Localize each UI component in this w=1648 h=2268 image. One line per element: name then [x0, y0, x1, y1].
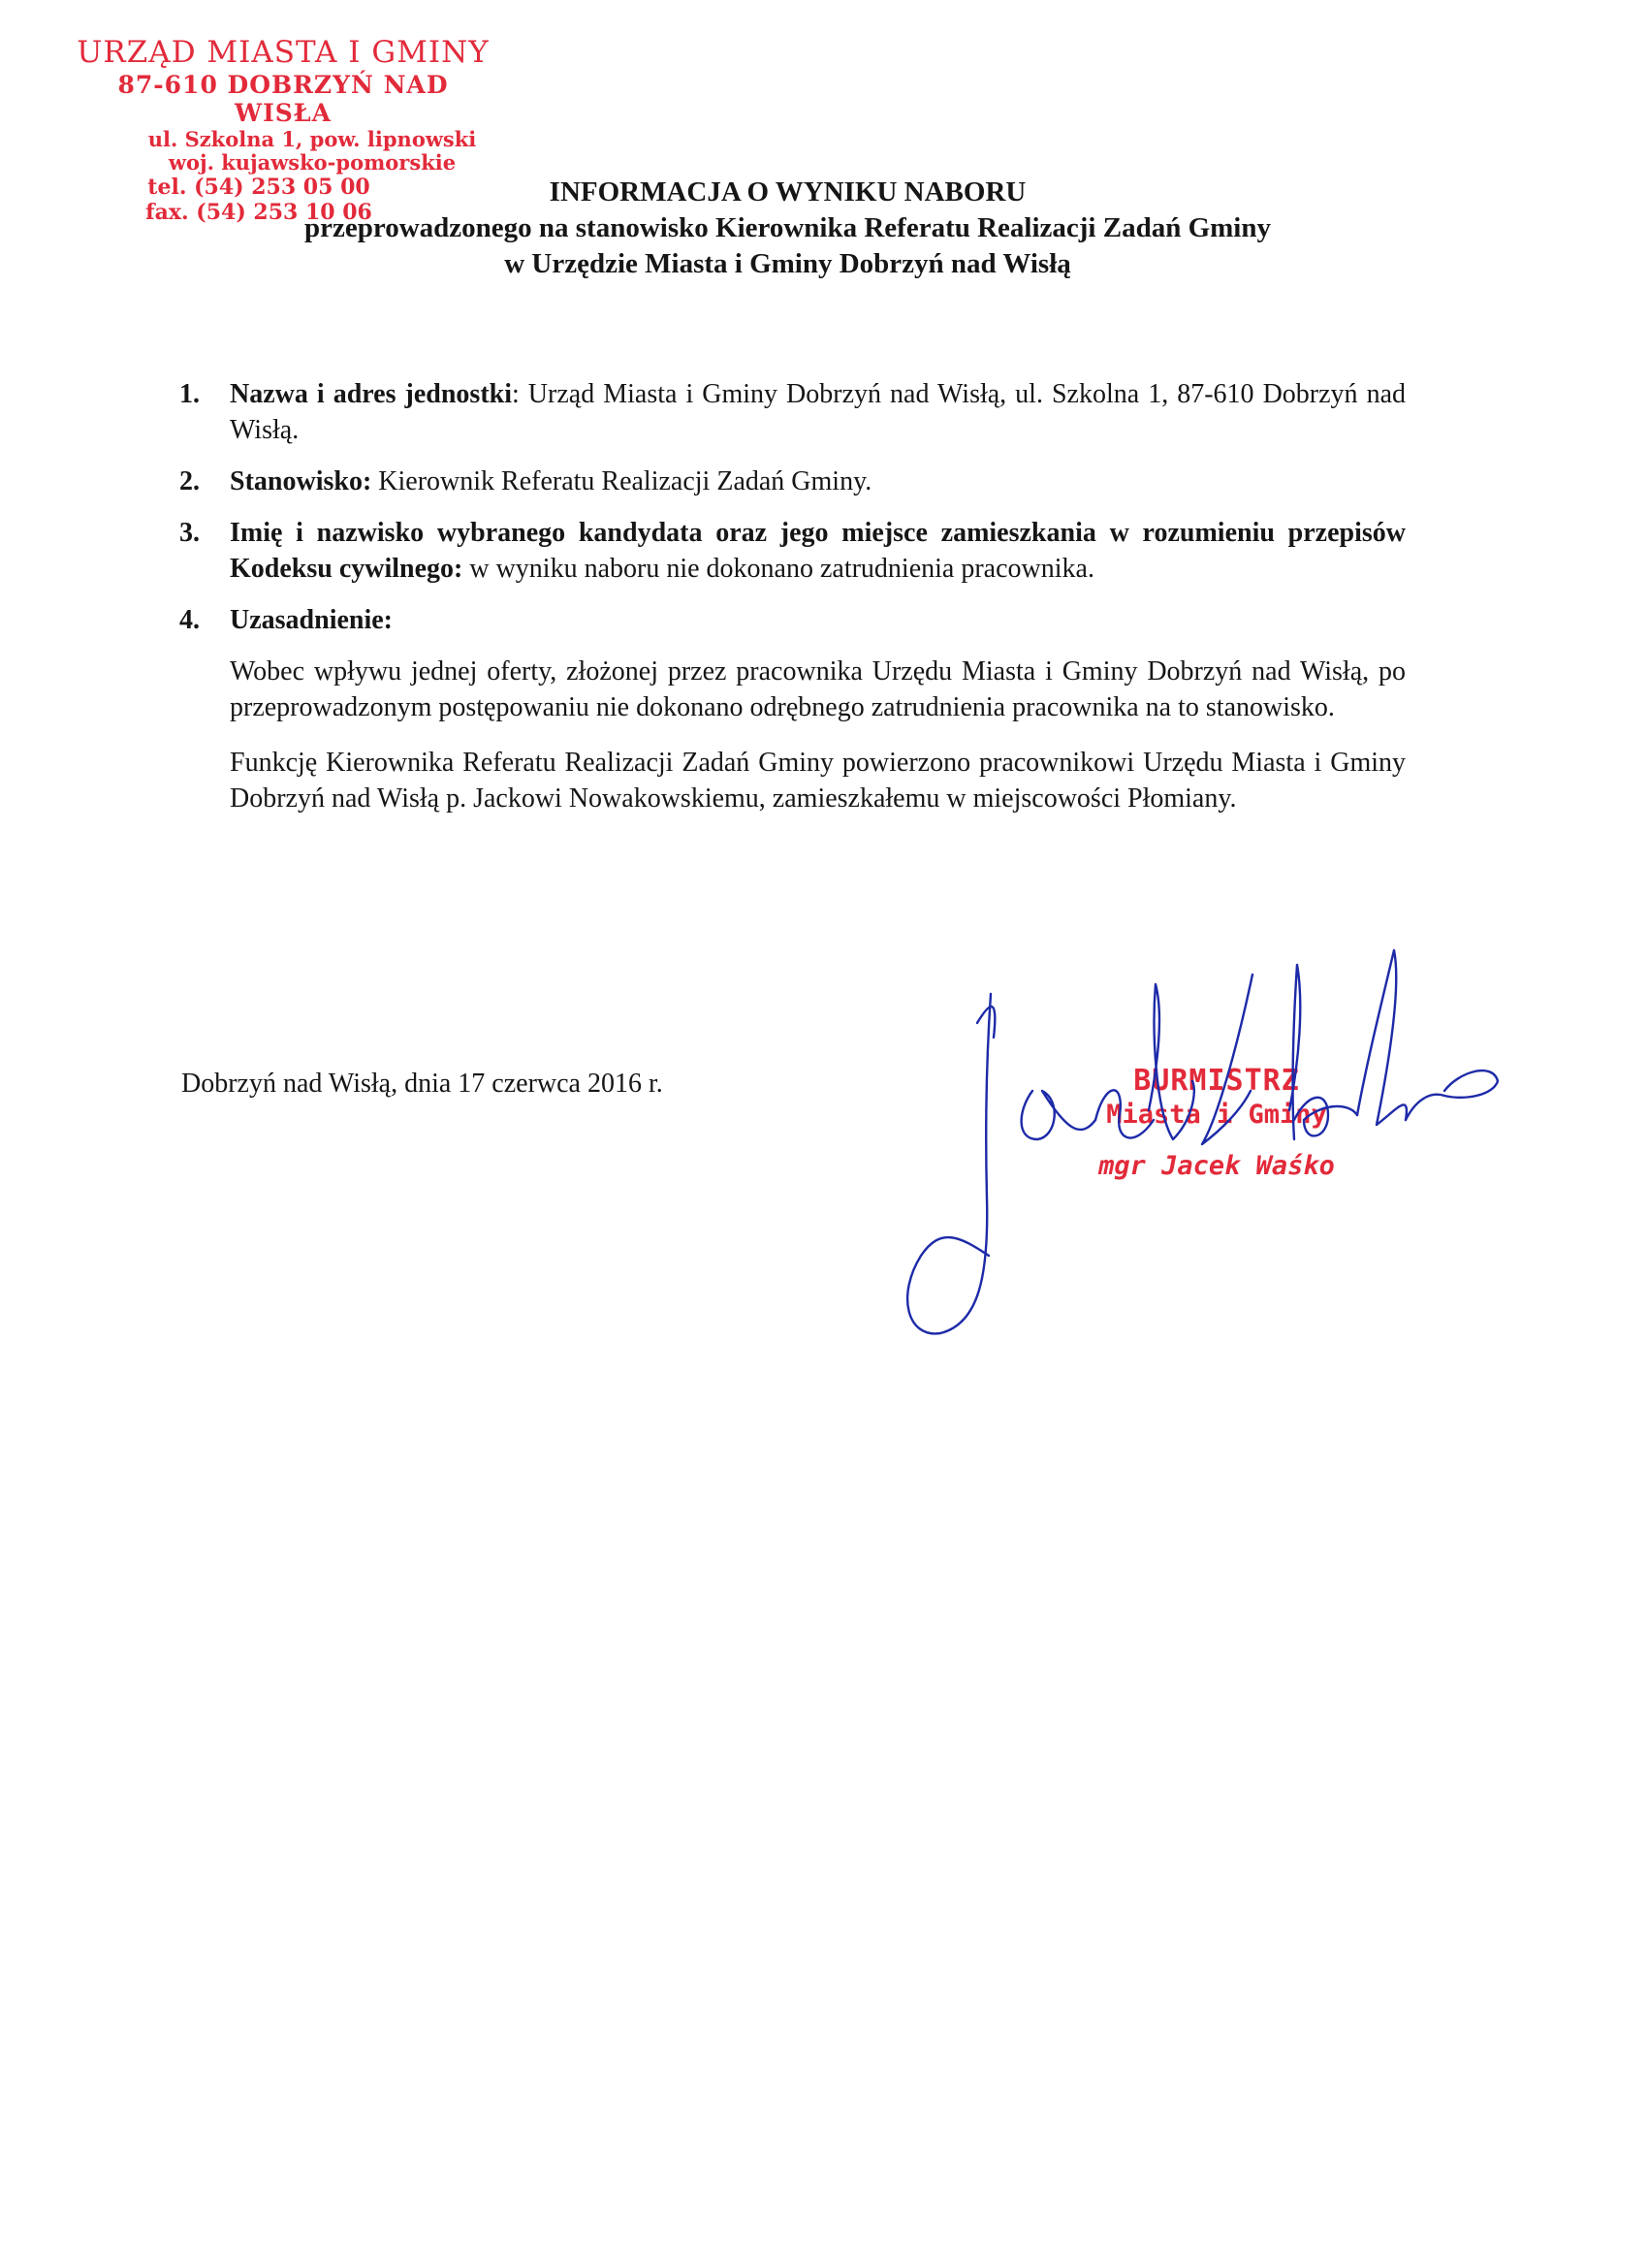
- section-justification: [179, 603, 1406, 817]
- office-stamp-fax: fax. (54) 253 10 06: [145, 200, 372, 226]
- section-number: 3.: [179, 517, 200, 548]
- section-number: 2.: [179, 465, 200, 496]
- section-number: 1.: [179, 379, 200, 409]
- section-candidate: [179, 516, 1406, 588]
- office-stamp-name: URZĄD MIASTA I GMINY: [77, 35, 490, 70]
- office-stamp-phone: tel. (54) 253 05 00: [147, 175, 370, 201]
- justification-paragraph-2: Funkcję Kierownika Referatu Realizacji Zadań Gminy powierzono pracownikowi Urzędu Miasta i Gminy Dobrzyń nad Wisłą p. Jackowi Nowakowskiemu, zamieszkałemu w miejscowości Płomiany.: [230, 747, 1406, 814]
- signature-stamp-name: mgr Jacek Waśko: [1098, 1150, 1335, 1181]
- title-line-3: w Urzędzie Miasta i Gminy Dobrzyń nad Wisłą: [504, 247, 1071, 279]
- document-title: [145, 175, 1430, 281]
- section-text: w wyniku naboru nie dokonano zatrudnienia pracownika.: [462, 553, 1094, 584]
- signature-stamp-title: BURMISTRZ: [1133, 1064, 1300, 1098]
- section-label: Nazwa i adres jednostki: [230, 379, 512, 409]
- section-text: Kierownik Referatu Realizacji Zadań Gminy.: [371, 465, 872, 496]
- section-label: Uzasadnienie:: [230, 604, 393, 635]
- section-position: [179, 464, 1406, 500]
- section-unit: [179, 377, 1406, 449]
- section-label: Stanowisko:: [230, 465, 372, 496]
- signature-stamp-office: Miasta i Gminy: [1106, 1099, 1327, 1130]
- justification-paragraph-1: Wobec wpływu jednej oferty, złożonej przez pracownika Urzędu Miasta i Gminy Dobrzyń nad Wisłą, po przeprowadzonym postępowaniu nie dokonano odrębnego zatrudnienia pracownika na to stanowisko.: [230, 655, 1406, 722]
- title-line-2: przeprowadzonego na stanowisko Kierownika Referatu Realizacji Zadań Gminy: [303, 211, 1271, 243]
- title-line-1: INFORMACJA O WYNIKU NABORU: [549, 176, 1027, 208]
- section-text: : Urząd Miasta i Gminy Dobrzyń nad Wisłą, ul. Szkolna 1, 87-610 Dobrzyń nad Wisłą.: [230, 379, 1406, 445]
- office-stamp-region: woj. kujawsko-pomorskie: [168, 150, 457, 176]
- office-stamp-city: 87-610 DOBRZYŃ NAD WISŁA: [117, 70, 449, 128]
- handwritten-signature: [902, 945, 1522, 1372]
- date-line: Dobrzyń nad Wisłą, dnia 17 czerwca 2016 r.: [181, 1069, 663, 1099]
- office-stamp-street: ul. Szkolna 1, pow. lipnowski: [147, 126, 477, 151]
- document-sections: [179, 377, 1406, 837]
- section-label: Imię i nazwisko wybranego kandydata oraz jego miejsce zamieszkania w rozumieniu przepisów Kodeksu cywilnego:: [230, 517, 1406, 584]
- section-number: 4.: [179, 604, 200, 635]
